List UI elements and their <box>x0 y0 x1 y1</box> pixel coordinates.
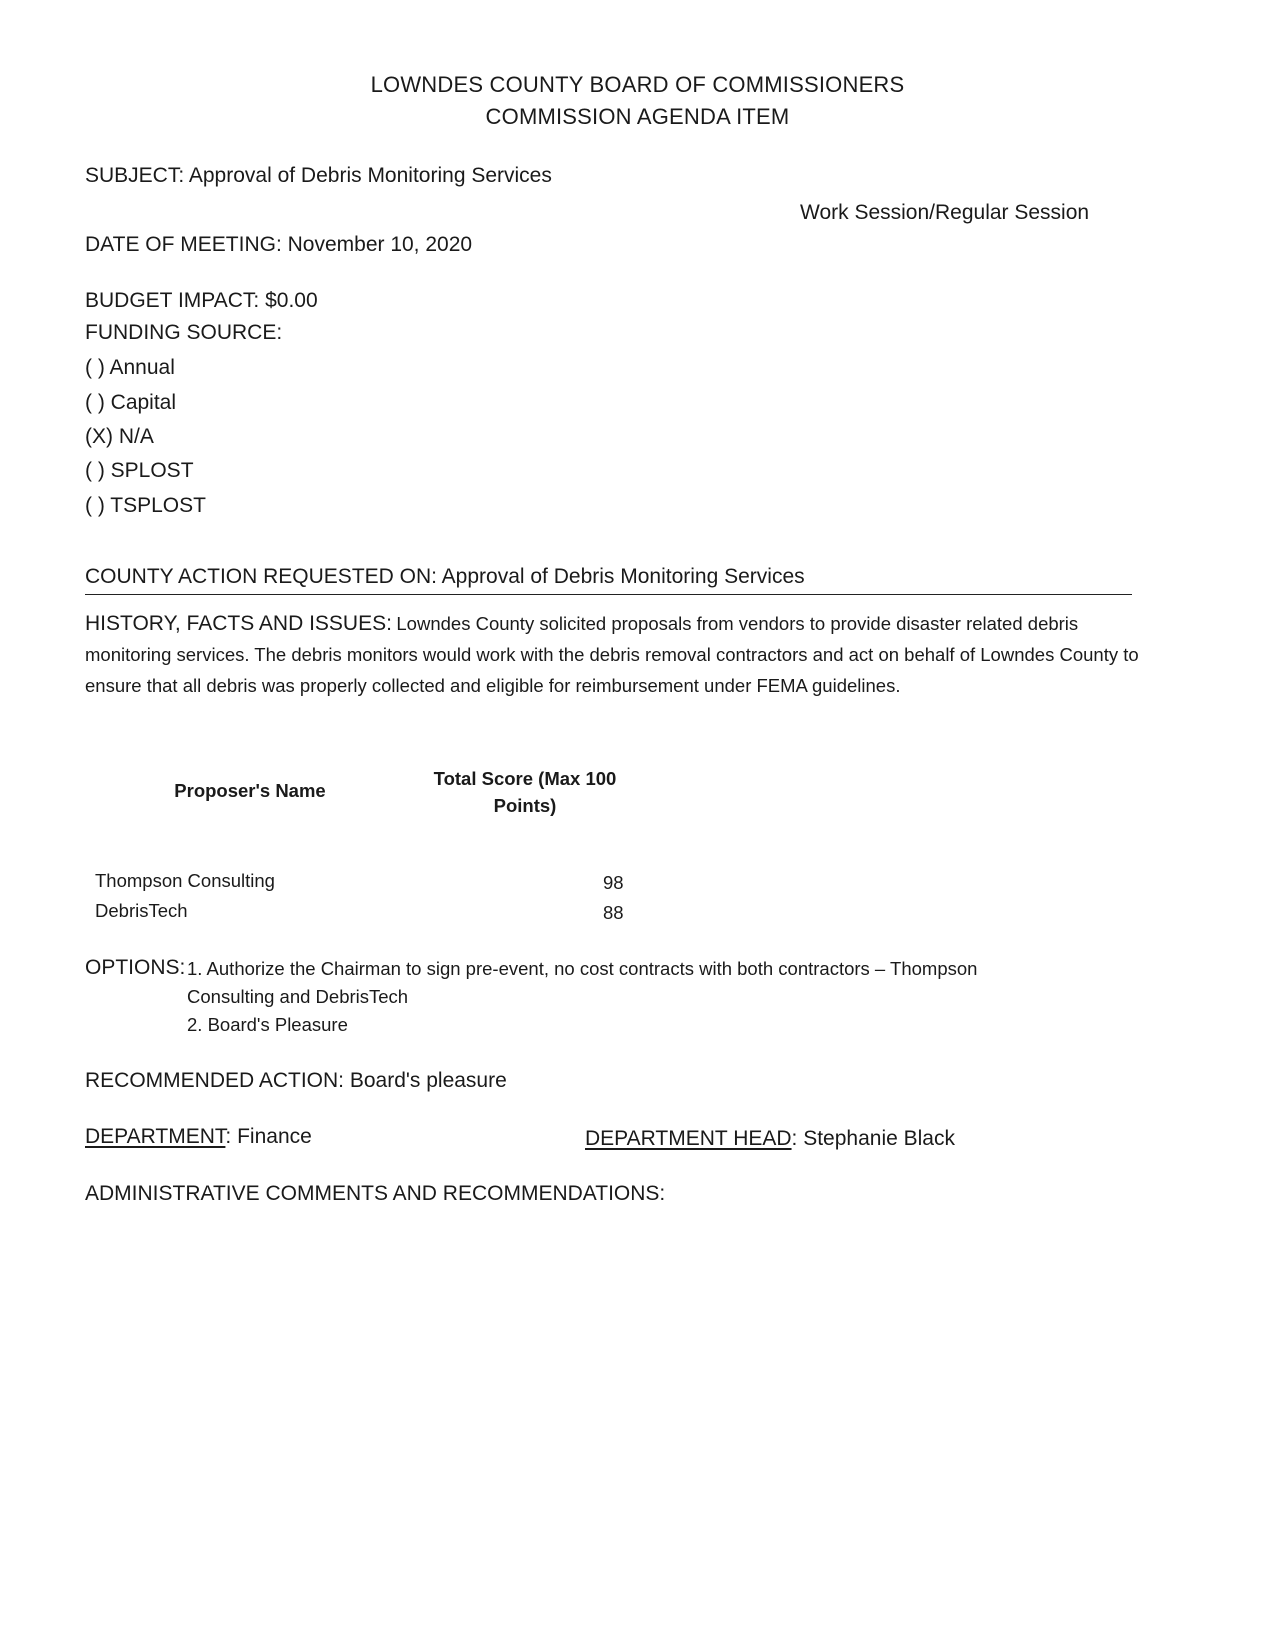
county-action-requested: COUNTY ACTION REQUESTED ON: Approval of Debris Monitoring Services <box>85 565 805 588</box>
department-value: : Finance <box>225 1125 312 1148</box>
option-1-continued: Consulting and DebrisTech <box>187 986 409 1007</box>
department-head-label: DEPARTMENT HEAD <box>585 1127 792 1150</box>
subject-line: SUBJECT: Approval of Debris Monitoring Services <box>85 164 552 187</box>
funding-option: (X) N/A <box>85 425 154 448</box>
section-divider <box>85 594 1132 595</box>
funding-option: ( ) TSPLOST <box>85 494 206 517</box>
history-facts-issues <box>85 609 1165 702</box>
option-1: 1. Authorize the Chairman to sign pre-event, no cost contracts with both contractors – Thompson <box>187 958 978 979</box>
total-score-header: Total Score (Max 100 <box>433 768 617 789</box>
proposer-score: 98 <box>603 872 624 893</box>
session-type: Work Session/Regular Session <box>800 201 1090 224</box>
budget-impact: BUDGET IMPACT: $0.00 <box>85 289 318 312</box>
proposer-score: 88 <box>603 902 624 923</box>
recommended-action: RECOMMENDED ACTION: Board's pleasure <box>85 1069 507 1092</box>
history-label: HISTORY, FACTS AND ISSUES: <box>85 612 392 635</box>
funding-option: ( ) Annual <box>85 356 175 379</box>
proposer-name: Thompson Consulting <box>95 870 275 891</box>
history-text: Lowndes County solicited proposals from vendors to provide disaster related debris monitoring services. The debris monitors would work with the debris removal contractors and act on behalf of Lowndes County to ensure that all debris was properly collected and eligible for reimbursement under FEMA guidelines. <box>85 613 1139 696</box>
proposer-name-header: Proposer's Name <box>174 780 326 801</box>
options-label: OPTIONS: <box>85 956 186 979</box>
proposer-name: DebrisTech <box>95 900 188 921</box>
option-2: 2. Board's Pleasure <box>187 1014 348 1035</box>
meeting-date: DATE OF MEETING: November 10, 2020 <box>85 233 473 256</box>
department-label: DEPARTMENT <box>85 1125 226 1148</box>
total-score-header: Points) <box>493 795 557 816</box>
funding-option: ( ) Capital <box>85 391 177 414</box>
funding-option: ( ) SPLOST <box>85 459 194 482</box>
department <box>85 1125 312 1149</box>
administrative-comments: ADMINISTRATIVE COMMENTS AND RECOMMENDATIONS: <box>85 1182 666 1205</box>
document-subtitle: COMMISSION AGENDA ITEM <box>485 104 790 129</box>
funding-source-label: FUNDING SOURCE: <box>85 321 283 344</box>
department-head <box>585 1127 955 1151</box>
document-title: LOWNDES COUNTY BOARD OF COMMISSIONERS <box>370 72 905 97</box>
department-head-value: : Stephanie Black <box>791 1127 955 1150</box>
